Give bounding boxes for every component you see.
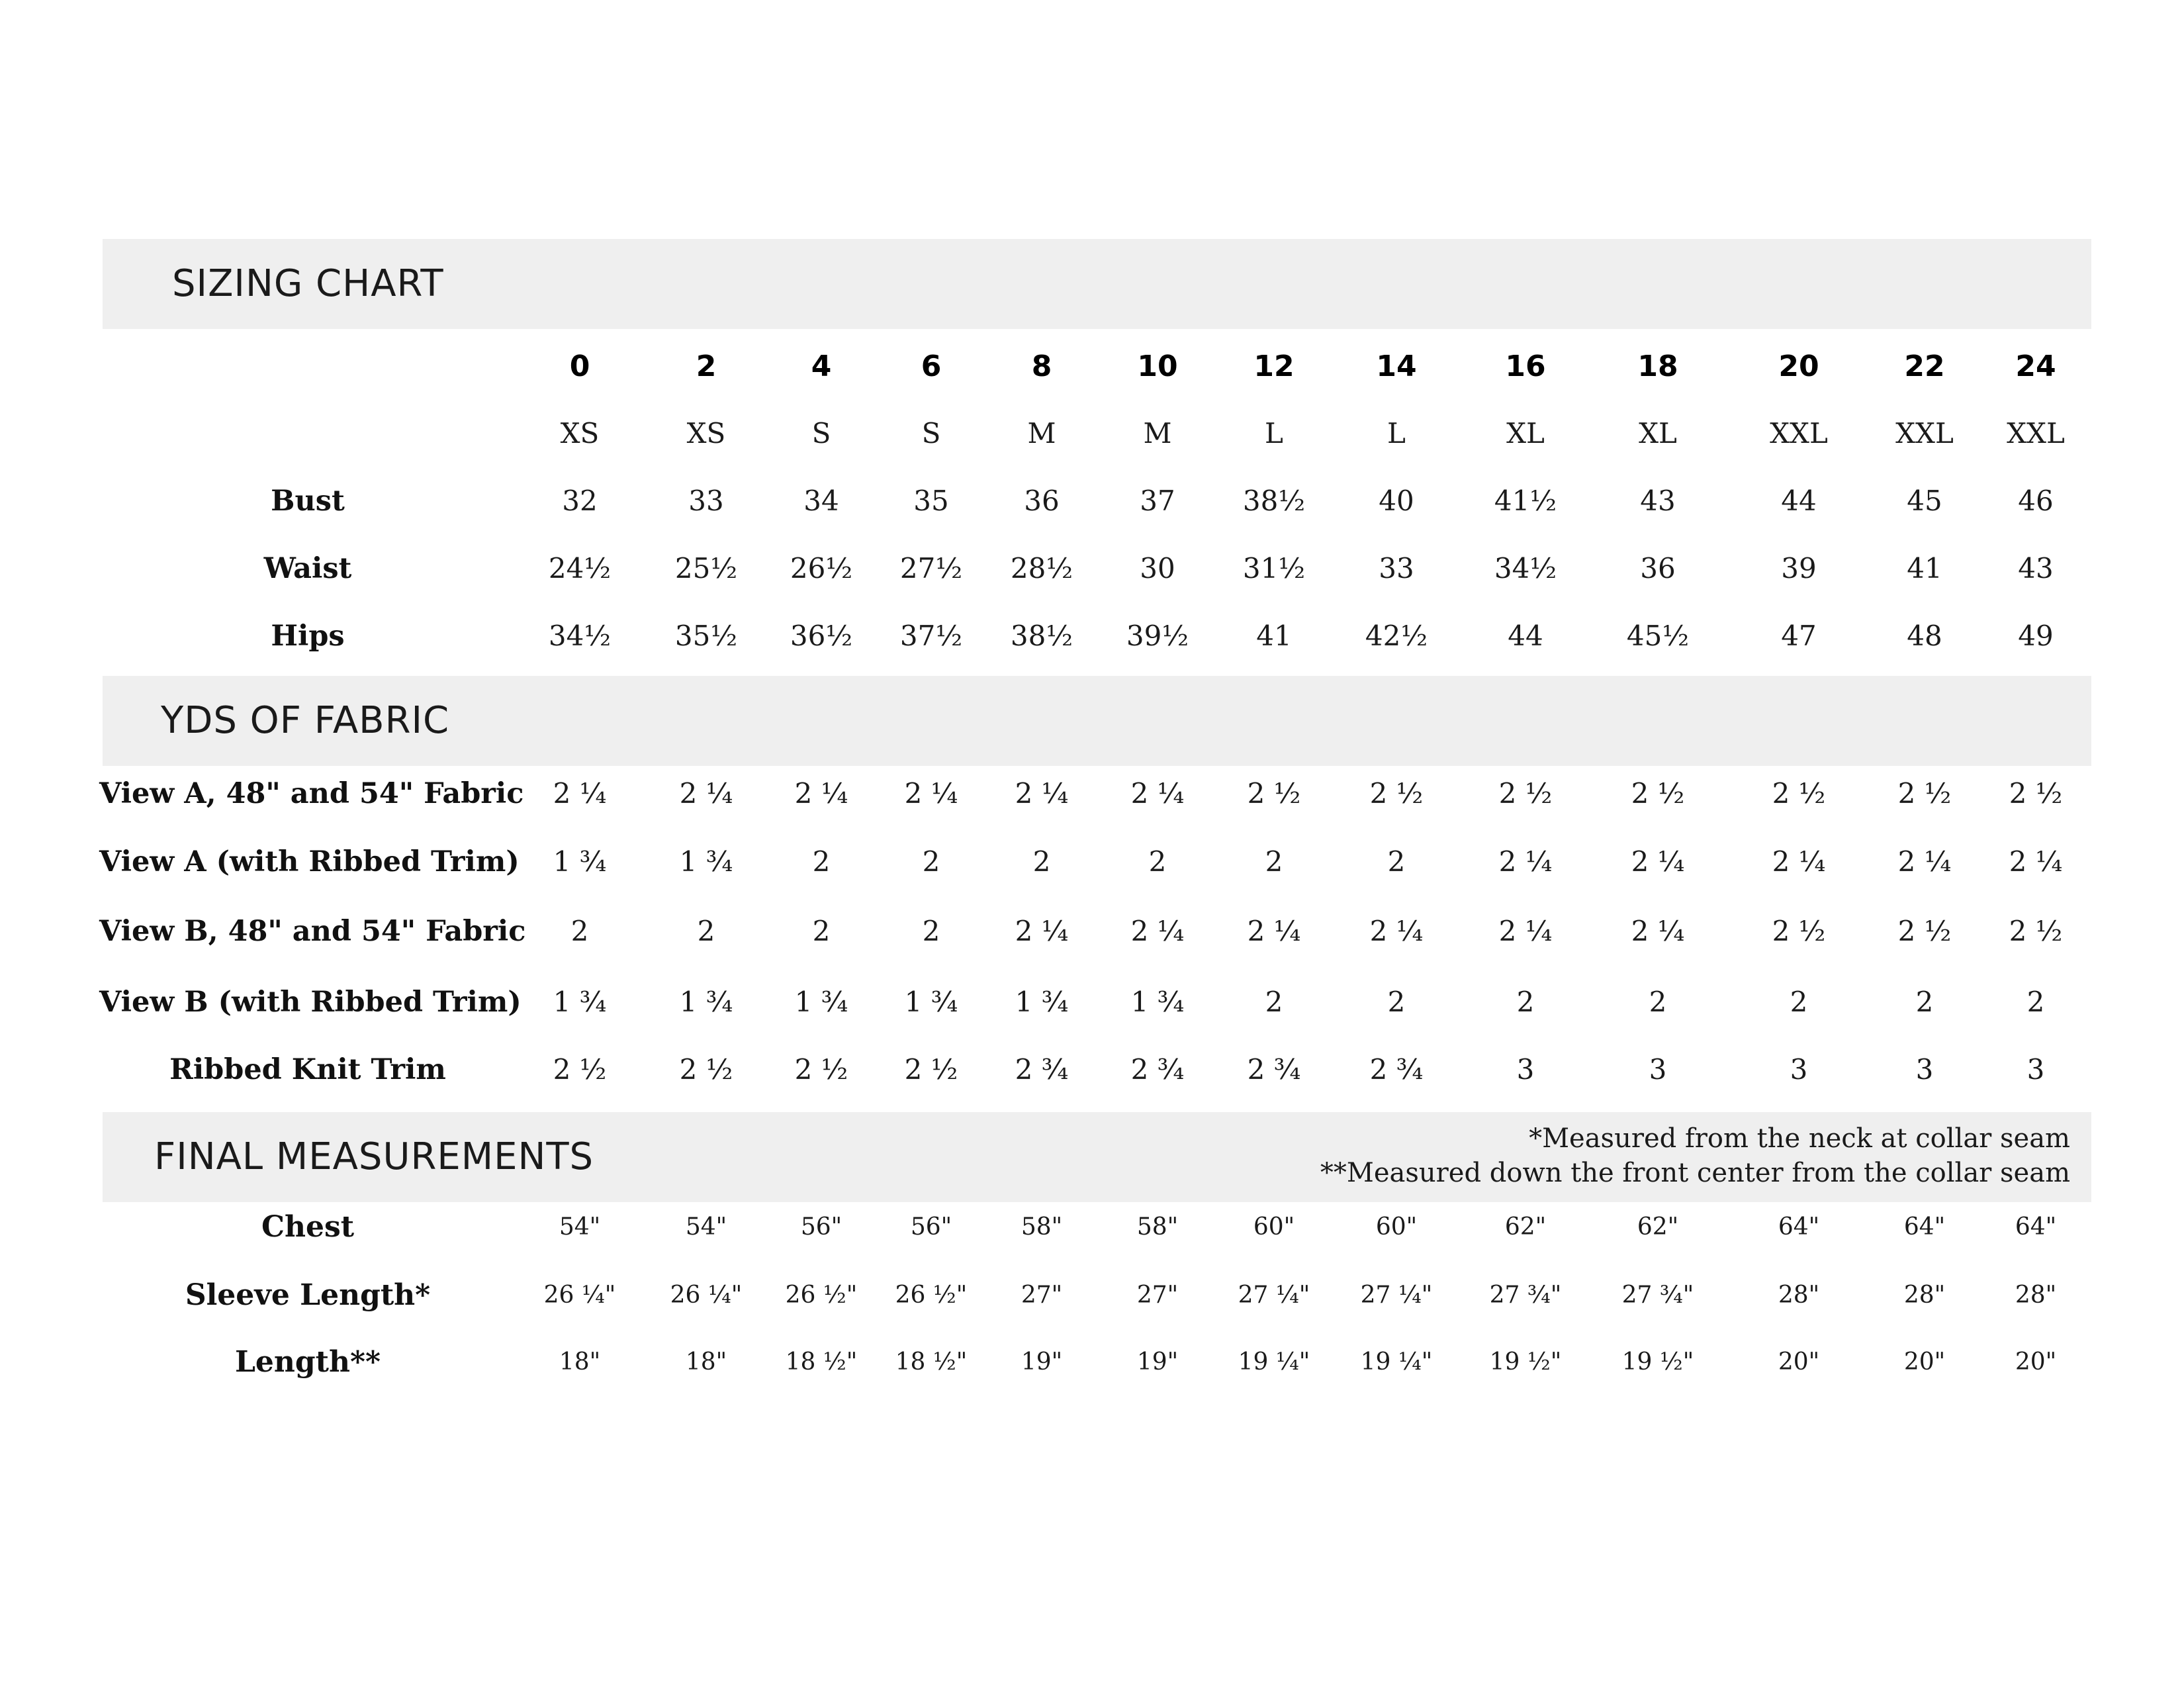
- table-cell: 2: [1649, 986, 1667, 1018]
- table-cell: 2 ¼: [1015, 915, 1069, 947]
- final-measurement-row: [0, 1201, 2184, 1254]
- sizing-chart-title: SIZING CHART: [172, 262, 444, 305]
- table-cell: 41½: [1494, 485, 1557, 517]
- table-cell: 27 ¼": [1360, 1282, 1433, 1309]
- table-cell: 2: [1148, 845, 1167, 878]
- table-cell: 26 ½": [785, 1282, 858, 1309]
- table-cell: XXL: [1770, 417, 1828, 449]
- table-cell: 32: [562, 485, 598, 517]
- table-cell: 2 ¾: [1130, 1053, 1185, 1086]
- table-cell: 18": [559, 1348, 601, 1376]
- table-cell: 2 ½: [1897, 915, 1952, 947]
- fabric-yardage-row: [0, 767, 2184, 820]
- table-cell: 27": [1021, 1282, 1063, 1309]
- table-cell: 2 ¼: [1897, 845, 1952, 878]
- measurement-notes: [1320, 1121, 2070, 1190]
- table-cell: XS: [560, 417, 600, 449]
- table-cell: 2 ¼: [1772, 845, 1826, 878]
- table-cell: 14: [1376, 350, 1417, 383]
- table-cell: 2: [1387, 986, 1406, 1018]
- table-cell: 1 ¾: [1015, 986, 1069, 1018]
- table-cell: 18": [685, 1348, 727, 1376]
- table-cell: 28": [1778, 1282, 1820, 1309]
- table-cell: 43: [2018, 552, 2054, 585]
- table-cell: 38½: [1242, 485, 1306, 517]
- table-cell: 1 ¾: [679, 845, 733, 878]
- table-cell: 2: [1265, 986, 1283, 1018]
- table-cell: 10: [1137, 350, 1178, 383]
- table-cell: 44: [1508, 620, 1543, 652]
- table-cell: 2: [1387, 845, 1406, 878]
- table-cell: 2: [1790, 986, 1808, 1018]
- table-cell: 19": [1021, 1348, 1063, 1376]
- table-cell: 60": [1253, 1213, 1295, 1241]
- table-cell: 2 ¼: [1498, 845, 1553, 878]
- table-cell: 35½: [674, 620, 738, 652]
- fabric-yardage-title: YDS OF FABRIC: [161, 699, 450, 742]
- table-cell: 56": [800, 1213, 842, 1241]
- table-cell: 2 ½: [1772, 915, 1826, 947]
- table-cell: 1 ¾: [1130, 986, 1185, 1018]
- table-cell: 3: [1790, 1053, 1808, 1086]
- table-cell: 20": [1903, 1348, 1946, 1376]
- table-cell: 35: [913, 485, 949, 517]
- table-cell: 3: [2026, 1053, 2045, 1086]
- table-cell: 2: [922, 915, 940, 947]
- table-cell: 37: [1140, 485, 1175, 517]
- table-cell: 28½: [1010, 552, 1073, 585]
- table-cell: 28": [2015, 1282, 2057, 1309]
- table-cell: 2 ½: [679, 1053, 733, 1086]
- table-cell: 1 ¾: [553, 986, 607, 1018]
- table-cell: M: [1027, 417, 1056, 449]
- table-cell: 22: [1904, 350, 1945, 383]
- table-cell: 44: [1781, 485, 1817, 517]
- table-cell: 54": [559, 1213, 601, 1241]
- table-cell: 2 ¼: [794, 777, 848, 810]
- table-cell: 27": [1136, 1282, 1179, 1309]
- table-cell: 24½: [548, 552, 612, 585]
- table-cell: 2 ¾: [1247, 1053, 1301, 1086]
- table-cell: 38½: [1010, 620, 1073, 652]
- table-cell: 34½: [1494, 552, 1557, 585]
- sleeve-length-note: *Measured from the neck at collar seam: [1529, 1123, 2070, 1154]
- table-cell: 58": [1136, 1213, 1179, 1241]
- table-cell: 3: [1649, 1053, 1667, 1086]
- table-cell: XXL: [2007, 417, 2065, 449]
- table-cell: 26 ¼": [543, 1282, 616, 1309]
- table-cell: 16: [1505, 350, 1546, 383]
- row-label: Length**: [234, 1345, 381, 1379]
- table-cell: 34: [803, 485, 839, 517]
- row-label: Hips: [271, 620, 345, 653]
- table-cell: 2 ¼: [1130, 915, 1185, 947]
- table-cell: 2 ½: [1772, 777, 1826, 810]
- table-cell: XXL: [1895, 417, 1954, 449]
- table-cell: 42½: [1365, 620, 1428, 652]
- table-cell: S: [921, 417, 941, 449]
- final-measurements-title: FINAL MEASUREMENTS: [154, 1135, 594, 1178]
- table-cell: 34½: [548, 620, 612, 652]
- fabric-yardage-row: [0, 835, 2184, 888]
- table-cell: 31½: [1242, 552, 1306, 585]
- table-cell: 33: [688, 485, 724, 517]
- table-cell: 18: [1637, 350, 1678, 383]
- table-cell: 28": [1903, 1282, 1946, 1309]
- table-cell: 2 ¼: [1015, 777, 1069, 810]
- table-cell: 2 ½: [1897, 777, 1952, 810]
- table-cell: 0: [569, 350, 590, 383]
- fabric-yardage-row: [0, 905, 2184, 958]
- table-cell: 2 ¾: [1369, 1053, 1424, 1086]
- table-cell: 43: [1640, 485, 1676, 517]
- table-cell: 8: [1031, 350, 1052, 383]
- table-cell: 2 ¼: [1631, 845, 1685, 878]
- final-measurements-header: [103, 1112, 2091, 1202]
- table-cell: 18 ½": [785, 1348, 858, 1376]
- table-cell: 2 ¼: [1247, 915, 1301, 947]
- table-cell: 26 ¼": [670, 1282, 743, 1309]
- table-cell: 2 ½: [2009, 777, 2063, 810]
- row-label: View A, 48" and 54" Fabric: [99, 777, 524, 810]
- table-cell: 62": [1637, 1213, 1679, 1241]
- letter-size-row: [0, 407, 2184, 460]
- table-cell: 41: [1907, 552, 1942, 585]
- table-cell: 1 ¾: [679, 986, 733, 1018]
- table-cell: 2: [1915, 986, 1934, 1018]
- table-cell: 20": [1778, 1348, 1820, 1376]
- final-measurement-row: [0, 1269, 2184, 1322]
- table-cell: 39: [1781, 552, 1817, 585]
- table-cell: 27 ¾": [1621, 1282, 1694, 1309]
- table-cell: 62": [1504, 1213, 1547, 1241]
- fabric-yardage-header: [103, 676, 2091, 766]
- table-cell: 2: [1516, 986, 1535, 1018]
- table-cell: 2 ½: [553, 1053, 607, 1086]
- table-cell: 2 ¼: [1369, 915, 1424, 947]
- table-cell: 2: [922, 845, 940, 878]
- table-cell: 2 ¼: [679, 777, 733, 810]
- table-cell: 12: [1253, 350, 1295, 383]
- table-cell: 2: [697, 915, 715, 947]
- length-note: **Measured down the front center from the collar seam: [1320, 1158, 2070, 1188]
- table-cell: 1 ¾: [904, 986, 958, 1018]
- table-cell: 2: [2026, 986, 2045, 1018]
- table-cell: 2: [696, 350, 717, 383]
- table-cell: XL: [1506, 417, 1545, 449]
- table-cell: 37½: [899, 620, 963, 652]
- table-cell: 2 ¼: [904, 777, 958, 810]
- row-label: View B (with Ribbed Trim): [99, 986, 522, 1019]
- table-cell: 4: [811, 350, 832, 383]
- table-cell: 39½: [1126, 620, 1189, 652]
- body-measurement-row: [0, 542, 2184, 595]
- table-cell: 27 ¼": [1238, 1282, 1310, 1309]
- table-cell: 27½: [899, 552, 963, 585]
- table-cell: 36: [1024, 485, 1060, 517]
- table-cell: 64": [2015, 1213, 2057, 1241]
- table-cell: 2 ¼: [553, 777, 607, 810]
- body-measurement-row: [0, 475, 2184, 528]
- table-cell: 2: [1265, 845, 1283, 878]
- table-cell: 2: [812, 845, 831, 878]
- table-cell: 2 ½: [1631, 777, 1685, 810]
- table-cell: 27 ¾": [1489, 1282, 1562, 1309]
- table-cell: 45½: [1626, 620, 1690, 652]
- table-cell: 6: [921, 350, 942, 383]
- table-cell: 45: [1907, 485, 1942, 517]
- table-cell: 19 ¼": [1360, 1348, 1433, 1376]
- table-cell: 64": [1778, 1213, 1820, 1241]
- fabric-yardage-row: [0, 976, 2184, 1029]
- table-cell: 2 ½: [2009, 915, 2063, 947]
- table-cell: L: [1387, 417, 1406, 449]
- table-cell: 1 ¾: [794, 986, 848, 1018]
- table-cell: 46: [2018, 485, 2054, 517]
- table-cell: 56": [910, 1213, 952, 1241]
- table-cell: 64": [1903, 1213, 1946, 1241]
- table-cell: XS: [686, 417, 726, 449]
- table-cell: 33: [1379, 552, 1414, 585]
- table-cell: 49: [2018, 620, 2054, 652]
- table-cell: 54": [685, 1213, 727, 1241]
- table-cell: 3: [1516, 1053, 1535, 1086]
- table-cell: 24: [2015, 350, 2056, 383]
- table-cell: 36: [1640, 552, 1676, 585]
- table-cell: 48: [1907, 620, 1942, 652]
- body-measurement-row: [0, 610, 2184, 663]
- row-label: Chest: [261, 1210, 355, 1244]
- table-cell: 19 ½": [1621, 1348, 1694, 1376]
- table-cell: 36½: [790, 620, 853, 652]
- sizing-chart-header: [103, 239, 2091, 329]
- row-label: Waist: [263, 552, 352, 585]
- table-cell: L: [1265, 417, 1283, 449]
- table-cell: 2 ½: [1498, 777, 1553, 810]
- table-cell: 25½: [674, 552, 738, 585]
- table-cell: 2: [812, 915, 831, 947]
- table-cell: 19 ¼": [1238, 1348, 1310, 1376]
- table-cell: 30: [1140, 552, 1175, 585]
- row-label: Ribbed Knit Trim: [169, 1053, 446, 1086]
- table-cell: 41: [1256, 620, 1292, 652]
- table-cell: 2 ½: [904, 1053, 958, 1086]
- table-cell: 26½: [790, 552, 853, 585]
- table-cell: M: [1143, 417, 1172, 449]
- final-measurement-row: [0, 1336, 2184, 1389]
- table-cell: 2: [1032, 845, 1051, 878]
- table-cell: 58": [1021, 1213, 1063, 1241]
- table-cell: 2 ¼: [1498, 915, 1553, 947]
- table-cell: 40: [1379, 485, 1414, 517]
- table-cell: 19 ½": [1489, 1348, 1562, 1376]
- table-cell: 1 ¾: [553, 845, 607, 878]
- table-cell: 19": [1136, 1348, 1179, 1376]
- table-cell: 2 ¼: [2009, 845, 2063, 878]
- table-cell: 2: [570, 915, 589, 947]
- table-cell: 20": [2015, 1348, 2057, 1376]
- table-cell: 60": [1375, 1213, 1418, 1241]
- table-cell: 2 ¼: [1631, 915, 1685, 947]
- table-cell: 18 ½": [895, 1348, 968, 1376]
- table-cell: 2 ¾: [1015, 1053, 1069, 1086]
- table-cell: 2 ½: [1369, 777, 1424, 810]
- table-cell: S: [811, 417, 831, 449]
- table-cell: 2 ½: [794, 1053, 848, 1086]
- table-cell: XL: [1639, 417, 1677, 449]
- row-label: View A (with Ribbed Trim): [99, 845, 520, 878]
- table-cell: 26 ½": [895, 1282, 968, 1309]
- numeric-size-row: [0, 340, 2184, 393]
- fabric-yardage-row: [0, 1043, 2184, 1096]
- row-label: View B, 48" and 54" Fabric: [99, 915, 526, 948]
- table-cell: 47: [1781, 620, 1817, 652]
- table-cell: 2 ¼: [1130, 777, 1185, 810]
- row-label: Sleeve Length*: [185, 1278, 431, 1312]
- table-cell: 20: [1778, 350, 1819, 383]
- table-cell: 2 ½: [1247, 777, 1301, 810]
- row-label: Bust: [271, 485, 345, 518]
- table-cell: 3: [1915, 1053, 1934, 1086]
